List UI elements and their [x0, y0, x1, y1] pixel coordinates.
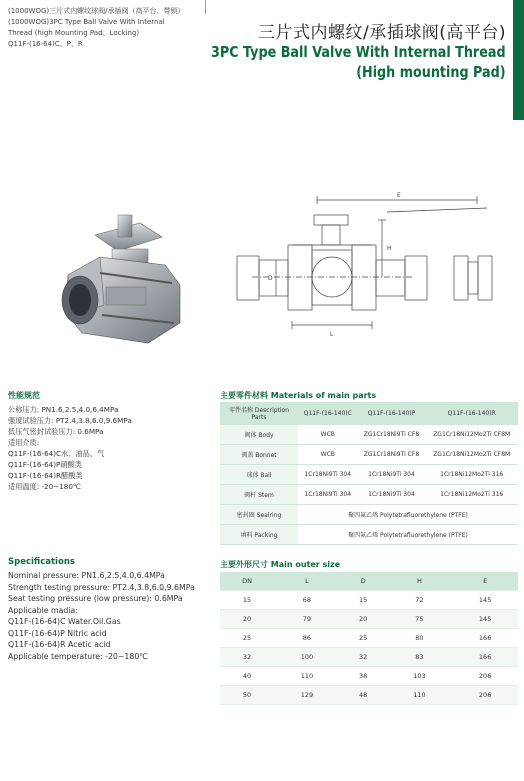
- table-row: [220, 667, 518, 686]
- sizes-cell: 206: [452, 667, 518, 686]
- spec-line: Applicable temperature: -20~180℃: [8, 651, 149, 661]
- sizes-header-row: [220, 572, 518, 591]
- title-english-line2: (High mounting Pad): [356, 63, 506, 81]
- sizes-cell: 38: [340, 667, 387, 686]
- sizes-cell: 15: [340, 591, 387, 610]
- spec-line: 强度试验压力: PT2.4,3.8,6.0,9.6MPa: [8, 416, 132, 425]
- spec-line: Q11F-(16-64)R醋酸类: [8, 471, 83, 480]
- materials-cell: 1Cr18Ni12Mo2Ti 316: [425, 485, 518, 505]
- materials-heading: 主要零件材料 Materials of main parts: [220, 391, 377, 400]
- intro-block: [8, 6, 208, 50]
- title-english: [211, 42, 506, 82]
- sizes-cell: 32: [220, 648, 274, 667]
- title-chinese: 三片式内螺纹/承插球阀(高平台): [258, 23, 506, 43]
- materials-cell: ZG1Cr18Ni9Ti CF8: [358, 425, 426, 445]
- intro-line: (1000WOG)3PC Type Ball Valve With Internal: [8, 18, 165, 26]
- sizes-cell: 48: [340, 686, 387, 705]
- accent-side-bar: [513, 0, 524, 120]
- sizes-cell: 129: [274, 686, 340, 705]
- dim-label-e: E: [397, 192, 401, 199]
- materials-header-cell: 零件名称 Description Parts: [220, 402, 298, 425]
- spec-line: Seat testing pressure (low pressure): 0.6MPa: [8, 594, 183, 603]
- spec-line: 低压气密封试验压力: 0.6MPa: [8, 427, 104, 436]
- materials-header-cell: Q11F-(16-140)C: [298, 402, 358, 425]
- specs-cn-block: [8, 390, 208, 492]
- sizes-header-cell: H: [387, 572, 453, 591]
- materials-cell: 聚四氟乙烯 Polytetrafluorethylene (PTFE): [298, 525, 518, 545]
- sizes-cell: 166: [452, 629, 518, 648]
- spec-line: Q11F-(16-64)P Nitric acid: [8, 628, 107, 638]
- sizes-cell: 32: [340, 648, 387, 667]
- specs-en-block: [8, 557, 213, 662]
- table-row: [220, 648, 518, 667]
- sizes-cell: 110: [387, 686, 453, 705]
- dim-label-l: L: [330, 331, 334, 338]
- spec-line: Applicable madia:: [8, 605, 78, 615]
- spec-line: Q11F-(16-64)R Acetic acid: [8, 640, 111, 649]
- sizes-header-cell: D: [340, 572, 387, 591]
- sizes-cell: 100: [274, 648, 340, 667]
- specs-cn-heading: 性能规范: [8, 391, 40, 400]
- table-row: [220, 629, 518, 648]
- specs-cn-list: [8, 404, 208, 492]
- materials-header-cell: Q11F-(16-140)P: [358, 402, 426, 425]
- sizes-cell: 20: [340, 610, 387, 629]
- intro-line: Q11F-(16-64)C、P、R: [8, 40, 83, 48]
- specs-en-heading: Specifications: [8, 557, 75, 567]
- sizes-cell: 15: [220, 591, 274, 610]
- materials-cell: ZG1Cr18Ni12Mo2Ti CF8M: [425, 425, 518, 445]
- materials-cell: ZG1Cr18Ni9Ti CF8: [358, 445, 426, 465]
- table-row: [220, 445, 518, 465]
- table-row: [220, 485, 518, 505]
- technical-drawing: [232, 180, 514, 350]
- spec-line: Strength testing pressure: PT2.4,3.8,6.0,9.6MPa: [8, 582, 195, 592]
- materials-cell: 球体 Ball: [220, 465, 298, 485]
- sizes-cell: 72: [387, 591, 453, 610]
- table-row: [220, 525, 518, 545]
- dim-label-h: H: [387, 245, 392, 252]
- spec-line: 适用温度: -20~180℃: [8, 482, 82, 491]
- sizes-header-cell: L: [274, 572, 340, 591]
- materials-cell: 1Cr18Ni9Ti 304: [358, 465, 426, 485]
- materials-cell: 1Cr18Ni9Ti 304: [298, 465, 358, 485]
- materials-cell: 阀盖 Bonnet: [220, 445, 298, 465]
- table-row: [220, 610, 518, 629]
- dim-label-d: D: [268, 275, 273, 282]
- sizes-cell: 40: [220, 667, 274, 686]
- sizes-cell: 83: [387, 648, 453, 667]
- materials-cell: 阀杆 Stem: [220, 485, 298, 505]
- table-row: [220, 505, 518, 525]
- spec-line: Q11F-(16-64)P硝酸类: [8, 460, 82, 469]
- sizes-table: [220, 572, 518, 705]
- materials-cell: 阀体 Body: [220, 425, 298, 445]
- materials-cell: 填料 Packing: [220, 525, 298, 545]
- sizes-cell: 50: [220, 686, 274, 705]
- table-row: [220, 686, 518, 705]
- sizes-cell: 25: [340, 629, 387, 648]
- sizes-cell: 145: [452, 591, 518, 610]
- sizes-cell: 75: [387, 610, 453, 629]
- materials-cell: 1Cr18Ni9Ti 304: [298, 485, 358, 505]
- intro-line: Thread (high Mounting Pad、Locking): [8, 29, 140, 37]
- sizes-cell: 110: [274, 667, 340, 686]
- sizes-cell: 86: [274, 629, 340, 648]
- materials-cell: WCB: [298, 425, 358, 445]
- materials-cell: 1Cr18Ni12Mo2Ti 316: [425, 465, 518, 485]
- spec-line: Nominal pressure: PN1.6,2.5,4.0,6.4MPa: [8, 571, 165, 580]
- sizes-cell: 166: [452, 648, 518, 667]
- sizes-cell: 68: [274, 591, 340, 610]
- spec-line: Q11F-(16-64)C水、油品、气: [8, 449, 105, 458]
- intro-line: (1000WOG)三片式内螺纹球阀/承插阀（高平台、带锁）: [8, 7, 185, 15]
- materials-header-cell: Q11F-(16-140)R: [425, 402, 518, 425]
- materials-cell: WCB: [298, 445, 358, 465]
- materials-cell: ZG1Cr18Ni12Mo2Ti CF8M: [425, 445, 518, 465]
- sizes-header-cell: E: [452, 572, 518, 591]
- sizes-cell: 79: [274, 610, 340, 629]
- materials-header-row: [220, 402, 518, 425]
- sizes-cell: 20: [220, 610, 274, 629]
- sizes-header-cell: DN: [220, 572, 274, 591]
- table-row: [220, 425, 518, 445]
- table-row: [220, 465, 518, 485]
- spec-line: 适用介质:: [8, 438, 40, 447]
- sizes-cell: 80: [387, 629, 453, 648]
- materials-cell: 聚四氟乙烯 Polytetrafluorethylene (PTFE): [298, 505, 518, 525]
- valve-photo: [40, 205, 200, 355]
- spec-line: 公称压力: PN1.6,2.5,4.0,6.4MPa: [8, 405, 119, 414]
- spec-line: Q11F-(16-64)C Water.Oil.Gas: [8, 617, 121, 626]
- specs-en-list: [8, 570, 213, 662]
- materials-cell: 1Cr18Ni9Ti 304: [358, 485, 426, 505]
- sizes-cell: 145: [452, 610, 518, 629]
- sizes-cell: 103: [387, 667, 453, 686]
- materials-cell: 密封圈 Sealring: [220, 505, 298, 525]
- sizes-heading: 主要外形尺寸 Main outer size: [220, 560, 341, 569]
- sizes-cell: 25: [220, 629, 274, 648]
- materials-table: [220, 402, 518, 545]
- sizes-cell: 206: [452, 686, 518, 705]
- title-english-line1: 3PC Type Ball Valve With Internal Thread: [211, 43, 506, 61]
- table-row: [220, 591, 518, 610]
